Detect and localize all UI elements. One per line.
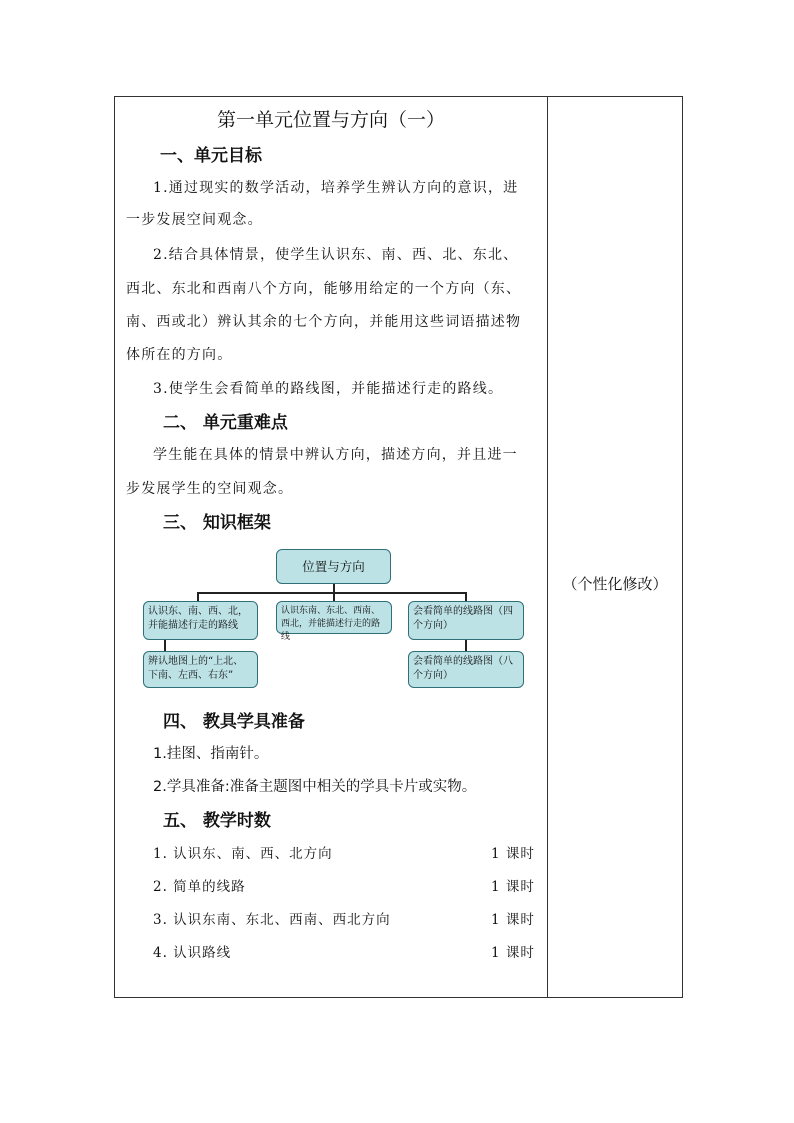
connector-line (465, 639, 467, 651)
page-title: 第一单元位置与方向（一） (216, 109, 445, 131)
section-heading-2: 二、 单元重难点 (163, 413, 288, 433)
diagram-root-node: 位置与方向 (276, 549, 391, 584)
diagram-node: 认识东、南、西、北，并能描述行走的路线 (143, 601, 258, 640)
connector-line (164, 639, 166, 651)
schedule-hours: 1 课时 (491, 879, 535, 895)
diagram-node: 辨认地图上的“上北、下南、左西、右东” (143, 651, 258, 688)
section-heading-4: 四、 教具学具准备 (163, 712, 305, 732)
side-note: （个性化修改） (562, 575, 668, 593)
diagram-node: 会看简单的线路图（四个方向） (408, 601, 524, 640)
schedule-hours: 1 课时 (491, 912, 535, 928)
schedule-item: 3. 认识东南、东北、西南、西北方向 (153, 912, 391, 928)
column-divider (547, 97, 548, 997)
schedule-hours: 1 课时 (491, 846, 535, 862)
connector-line (197, 592, 466, 594)
paragraph-line: 步发展学生的空间观念。 (126, 481, 294, 497)
section-heading-5: 五、 教学时数 (163, 811, 271, 831)
diagram-node: 会看简单的线路图（八个方向） (408, 651, 524, 688)
paragraph-line: 学生能在具体的情景中辨认方向，描述方向，并且进一 (153, 447, 518, 463)
diagram-node: 认识东南、东北、西南、西北，并能描述行走的路线 (276, 601, 392, 634)
schedule-item: 1. 认识东、南、西、北方向 (153, 846, 333, 862)
paragraph-line: 体所在的方向。 (126, 347, 233, 363)
schedule-item: 2. 简单的线路 (153, 879, 246, 895)
paragraph-line: 南、西或北）辨认其余的七个方向，并能用这些词语描述物 (126, 314, 522, 330)
paragraph-line: 2.结合具体情景，使学生认识东、南、西、北、东北、 (153, 247, 519, 263)
schedule-hours: 1 课时 (491, 945, 535, 961)
paragraph-line: 西北、东北和西南八个方向，能够用给定的一个方向（东、 (126, 281, 522, 297)
paragraph-line: 2.学具准备:准备主题图中相关的学具卡片或实物。 (153, 779, 477, 795)
knowledge-framework-diagram (135, 545, 525, 695)
paragraph-line: 3.使学生会看简单的路线图，并能描述行走的路线。 (153, 381, 504, 397)
paragraph-line: 一步发展空间观念。 (126, 212, 263, 228)
schedule-item: 4. 认识路线 (153, 945, 232, 961)
paragraph-line: 1.挂图、指南针。 (153, 746, 269, 762)
section-heading-3: 三、 知识框架 (163, 513, 271, 533)
lesson-table (114, 96, 683, 998)
section-heading-1: 一、单元目标 (160, 146, 262, 166)
paragraph-line: 1.通过现实的数学活动，培养学生辨认方向的意识，进 (153, 180, 519, 196)
